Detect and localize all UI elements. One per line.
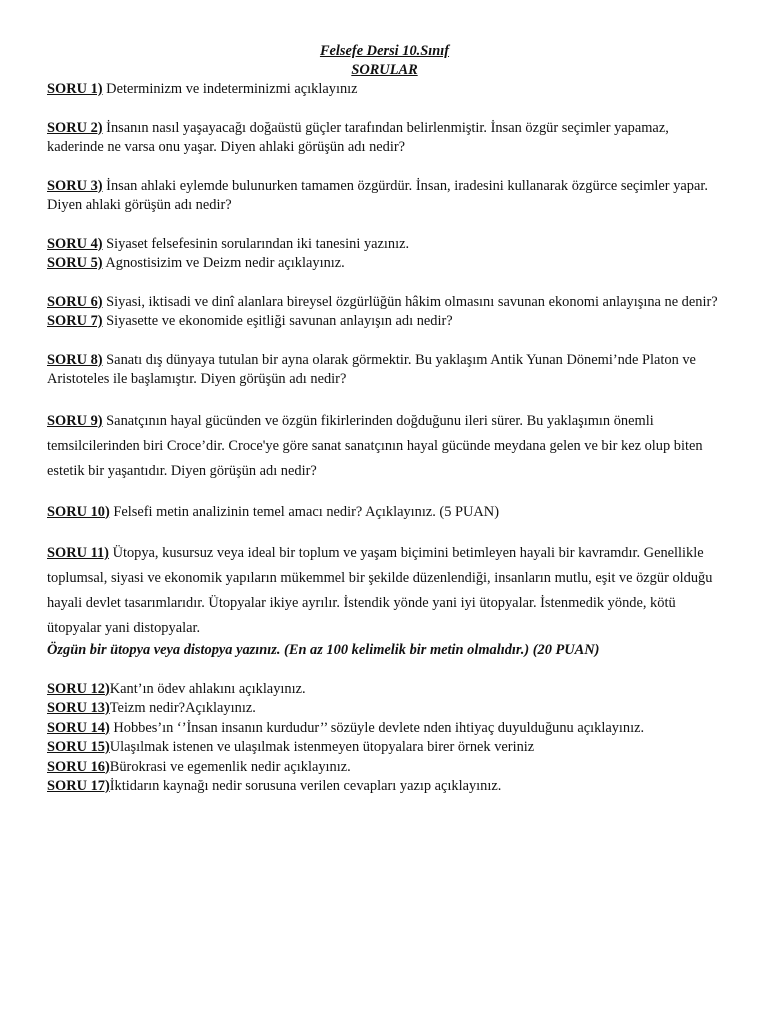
document-title: Felsefe Dersi 10.Sınıf — [319, 43, 450, 59]
question-label: SORU 16) — [47, 758, 110, 775]
question-label: SORU 6) — [47, 293, 103, 310]
question-label: SORU 2) — [47, 119, 103, 136]
question-11 — [47, 541, 722, 641]
question-label: SORU 10) — [47, 503, 110, 520]
question-label: SORU 12) — [47, 680, 110, 697]
question-6 — [47, 293, 722, 313]
question-16 — [47, 758, 722, 778]
question-label: SORU 9) — [47, 412, 103, 429]
question-text: Determinizm ve indeterminizmi açıklayınız — [102, 81, 358, 97]
question-text: Agnostisizim ve Deizm nedir açıklayınız. — [102, 255, 345, 271]
question-14 — [47, 719, 722, 739]
question-text: Kant’ın ödev ahlakını açıklayınız. — [109, 680, 306, 697]
question-text: Sanatı dış dünyaya tutulan bir ayna olarak görmektir. Bu yaklaşım Antik Yunan Dönemi’nde Platon ve Aristoteles ile başlamıştır. Diyen görüşün adı nedir? — [47, 351, 696, 387]
question-9 — [47, 409, 722, 484]
question-text: Hobbes’ın ‘’İnsan insanın kurdudur’’ sözüyle devlete nden ihtiyaç duyulduğunu açıklayınız. — [109, 719, 645, 736]
question-label: SORU 5) — [47, 255, 103, 271]
question-10 — [47, 503, 722, 523]
question-15 — [47, 738, 722, 758]
question-label: SORU 1) — [47, 81, 103, 97]
question-text: Ütopya, kusursuz veya ideal bir toplum ve yaşam biçimini betimleyen hayali bir kavramdır. Genellikle toplumsal, siyasi ve ekonomik yapıların mükemmel bir şekilde düzenlendiği, insanların mutlu, eşit ve özgür olduğu hayali devlet tasarımlarıdır. Ütopyalar ikiye ayrılır. İstendik yönde yani iyi ütopyalar. İstenmedik yönde, kötü ütopyalar yani distopyalar. — [47, 545, 713, 636]
question-text: Siyaset felsefesinin sorularından iki tanesini yazınız. — [102, 235, 410, 252]
question-text: İnsan ahlaki eylemde bulunurken tamamen özgürdür. İnsan, iradesini kullanarak özgürce seçimler yapar. Diyen ahlaki görüşün adı nedir? — [47, 177, 708, 213]
question-label: SORU 3) — [47, 177, 103, 194]
question-label: SORU 14) — [47, 719, 110, 736]
question-3 — [47, 177, 722, 216]
question-7 — [47, 312, 722, 332]
question-17 — [47, 777, 722, 797]
question-text: Siyasette ve ekonomide eşitliği savunan anlayışın adı nedir? — [102, 313, 453, 329]
question-5 — [47, 254, 722, 274]
question-text: Ulaşılmak istenen ve ulaşılmak istenmeyen ütopyalara birer örnek veriniz — [109, 739, 535, 755]
question-label: SORU 11) — [47, 545, 109, 561]
question-13 — [47, 699, 722, 719]
question-8 — [47, 351, 722, 390]
question-text: Bürokrasi ve egemenlik nedir açıklayınız. — [109, 758, 351, 775]
question-2 — [47, 119, 722, 158]
question-label: SORU 13) — [47, 700, 110, 716]
question-label: SORU 8) — [47, 351, 103, 368]
question-text: Teizm nedir?Açıklayınız. — [109, 700, 256, 716]
question-text: İnsanın nasıl yaşayacağı doğaüstü güçler tarafından belirlenmiştir. İnsan özgür seçimler yapamaz, kaderinde ne varsa onu yaşar. Diyen ahlaki görüşün adı nedir? — [47, 119, 669, 155]
question-text: Sanatçının hayal gücünden ve özgün fikirlerinden doğduğunu ileri sürer. Bu yaklaşımın önemli temsilcilerinden biri Croce’dir. Croce'ye göre sanat sanatçının hayal gücünde meydana gelen ve bir kez olup biten estetik bir yaşantıdır. Diyen görüşün adı nedir? — [47, 412, 703, 479]
question-label: SORU 15) — [47, 739, 110, 755]
question-label: SORU 7) — [47, 313, 103, 329]
document-subtitle: SORULAR — [351, 62, 418, 78]
question-label: SORU 17) — [47, 778, 110, 794]
question-text: İktidarın kaynağı nedir sorusuna verilen cevapları yazıp açıklayınız. — [109, 778, 502, 794]
question-11-task: Özgün bir ütopya veya distopya yazınız. (En az 100 kelimelik bir metin olmalıdır.) (20 PUAN) — [47, 642, 600, 658]
question-12 — [47, 680, 722, 700]
question-text: Siyasi, iktisadi ve dinî alanlara bireysel özgürlüğün hâkim olmasını savunan ekonomi anlayışına ne denir? — [102, 293, 718, 310]
question-text: Felsefi metin analizinin temel amacı nedir? Açıklayınız. (5 PUAN) — [109, 503, 499, 520]
question-1 — [47, 80, 722, 100]
question-4 — [47, 235, 722, 255]
question-label: SORU 4) — [47, 235, 103, 252]
